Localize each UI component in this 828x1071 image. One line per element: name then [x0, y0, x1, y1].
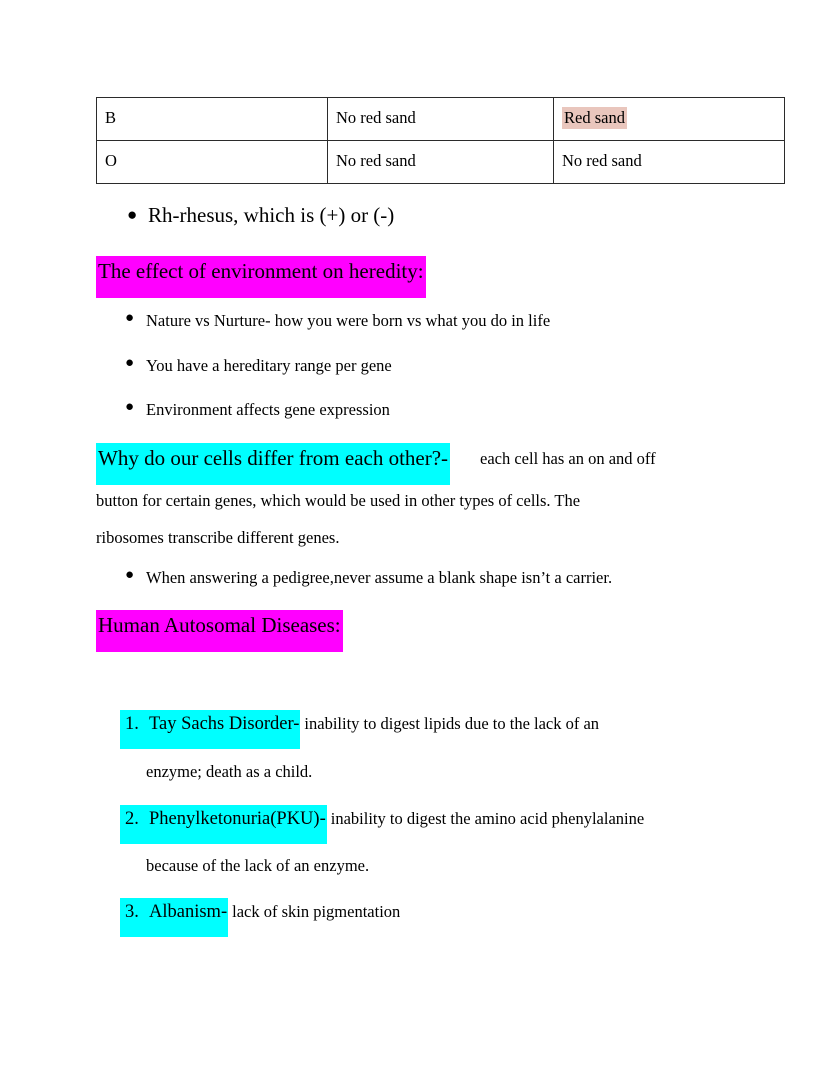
- table-cell-type: B: [97, 98, 328, 141]
- definition-text: inability to digest lipids due to the lack of an: [304, 714, 600, 733]
- bullet-dot-icon: ●: [125, 310, 135, 326]
- blood-type-table: [96, 97, 785, 184]
- list-item-rh-rhesus: [127, 202, 394, 228]
- table-cell-middle: No red sand: [328, 98, 554, 141]
- table-row: [97, 140, 785, 183]
- heading-text: Human Autosomal Diseases:: [96, 610, 343, 652]
- bullet-dot-icon: ●: [125, 567, 135, 583]
- highlighted-red-sand: Red sand: [564, 108, 625, 127]
- highlighted-term: [120, 805, 327, 844]
- list-item-pku: [120, 805, 644, 844]
- list-item-tay-sachs-continued: enzyme; death as a child.: [146, 762, 313, 781]
- list-item-albanism: [120, 898, 400, 937]
- heading-text: The effect of environment on heredity:: [96, 256, 426, 298]
- list-item-label: When answering a pedigree,never assume a blank shape isn’t a carrier.: [146, 568, 613, 587]
- heading-why-cells-differ: [96, 443, 450, 485]
- term-label: Albanism-: [149, 902, 228, 922]
- table-cell-middle: No red sand: [328, 140, 554, 183]
- table-row: [97, 98, 785, 141]
- heading-human-autosomal-diseases: [96, 610, 343, 652]
- highlighted-term: [120, 710, 300, 749]
- paragraph-cells-differ-line3: ribosomes transcribe different genes.: [96, 528, 340, 547]
- paragraph-cells-differ-line2: button for certain genes, which would be used in other types of cells. The: [96, 491, 581, 510]
- list-item-pku-continued: because of the lack of an enzyme.: [146, 856, 370, 875]
- paragraph-cells-differ-line1: each cell has an on and off: [480, 449, 656, 468]
- list-marker: 2.: [125, 809, 139, 829]
- list-item-label: Rh-rhesus, which is (+) or (-): [148, 203, 395, 227]
- bullet-dot-icon: ●: [127, 205, 138, 224]
- list-marker: 3.: [125, 902, 139, 922]
- list-item-label: Nature vs Nurture- how you were born vs what you do in life: [146, 311, 551, 330]
- list-item-tay-sachs: [120, 710, 599, 749]
- definition-text: inability to digest the amino acid phenylalanine: [330, 809, 645, 828]
- heading-text: Why do our cells differ from each other?-: [96, 443, 450, 485]
- list-item-label: You have a hereditary range per gene: [146, 356, 392, 375]
- list-item-gene-expression: [125, 400, 390, 421]
- list-item-nature-nurture: [125, 311, 550, 332]
- list-marker: 1.: [125, 714, 139, 734]
- table-cell-last: [554, 98, 785, 141]
- list-item-pedigree: [125, 568, 612, 589]
- highlighted-term: [120, 898, 228, 937]
- list-item-label: Environment affects gene expression: [146, 400, 390, 419]
- list-item-hereditary-range: [125, 356, 392, 377]
- heading-environment-effect: [96, 256, 426, 298]
- term-label: Phenylketonuria(PKU)-: [149, 809, 326, 829]
- table-body: [97, 98, 785, 184]
- term-label: Tay Sachs Disorder-: [149, 714, 300, 734]
- table-cell-type: O: [97, 140, 328, 183]
- definition-text: lack of skin pigmentation: [232, 902, 401, 921]
- bullet-dot-icon: ●: [125, 399, 135, 415]
- bullet-dot-icon: ●: [125, 355, 135, 371]
- table-cell-last: No red sand: [554, 140, 785, 183]
